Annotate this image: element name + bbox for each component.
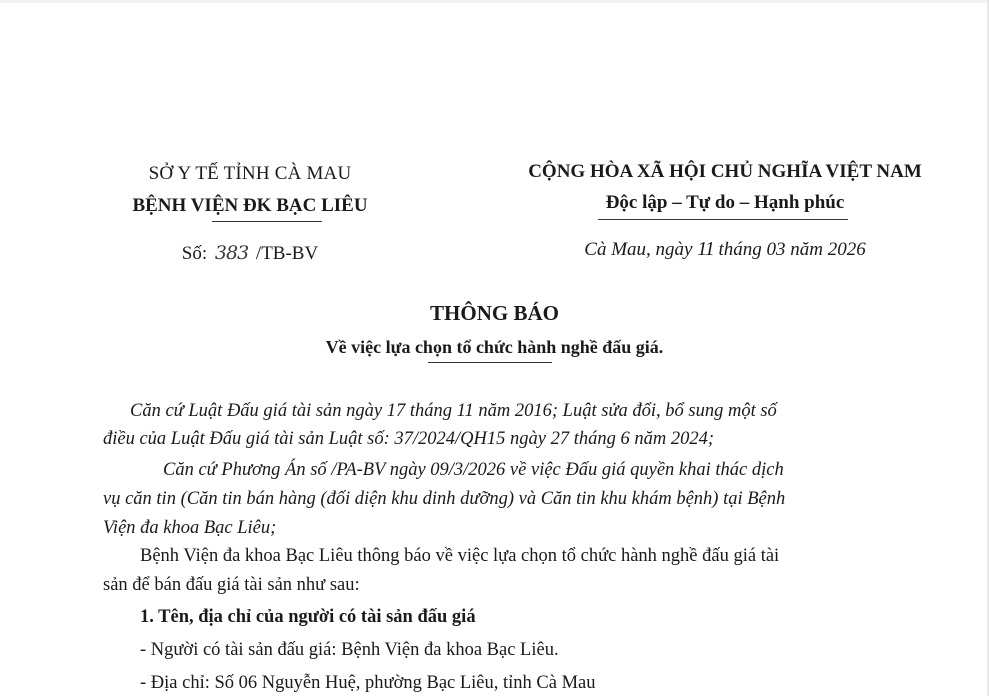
section-1-heading: 1. Tên, địa chỉ của người có tài sản đấu giá	[140, 607, 476, 627]
hospital-underline	[212, 221, 322, 222]
date-suffix: tháng 03 năm 2026	[718, 239, 866, 260]
section-1-item-1: - Người có tài sản đấu giá: Bệnh Viện đa khoa Bạc Liêu.	[140, 640, 559, 660]
document-title: THÔNG BÁO	[430, 301, 559, 325]
date-prefix: Cà Mau, ngày	[584, 239, 693, 260]
hospital-name: BỆNH VIỆN ĐK BẠC LIÊU	[132, 195, 368, 216]
agency-name: SỞ Y TẾ TỈNH CÀ MAU	[148, 163, 352, 184]
paragraph-3-line-1: Bệnh Viện đa khoa Bạc Liêu thông báo về việc lựa chọn tổ chức hành nghề đấu giá tài	[140, 546, 780, 566]
paragraph-1-line-1: Căn cứ Luật Đấu giá tài sản ngày 17 tháng 11 năm 2016; Luật sửa đổi, bổ sung một số	[130, 401, 777, 421]
date-day-handwritten: 11	[697, 238, 714, 260]
paragraph-1-line-2: điều của Luật Đấu giá tài sản Luật số: 37/2024/QH15 ngày 27 tháng 6 năm 2024;	[103, 429, 715, 449]
paragraph-2-line-2: vụ căn tin (Căn tin bán hàng (đối diện khu dinh dưỡng) và Căn tin khu khám bệnh) tại Bệnh	[103, 489, 786, 509]
place-date	[490, 238, 960, 261]
paragraph-3-line-2: sản để bán đấu giá tài sản như sau:	[103, 575, 360, 595]
document-number	[95, 242, 405, 265]
doc-no-prefix: Số:	[181, 243, 208, 264]
section-1-item-2: - Địa chỉ: Số 06 Nguyễn Huệ, phường Bạc Liêu, tỉnh Cà Mau	[140, 673, 596, 693]
doc-no-handwritten: 383	[214, 242, 249, 264]
paragraph-2-line-3: Viện đa khoa Bạc Liêu;	[103, 518, 277, 538]
nation-title: CỘNG HÒA XÃ HỘI CHỦ NGHĨA VIỆT NAM	[528, 161, 922, 182]
document-subtitle: Về việc lựa chọn tổ chức hành nghề đấu giá.	[325, 337, 664, 357]
subtitle-underline	[428, 362, 552, 363]
doc-no-suffix: /TB-BV	[255, 243, 319, 264]
paragraph-2-line-1: Căn cứ Phương Án số /PA-BV ngày 09/3/2026 về việc Đấu giá quyền khai thác dịch	[163, 460, 784, 480]
scan-top-edge	[0, 0, 989, 3]
national-motto: Độc lập – Tự do – Hạnh phúc	[605, 192, 845, 213]
motto-underline	[598, 219, 848, 220]
